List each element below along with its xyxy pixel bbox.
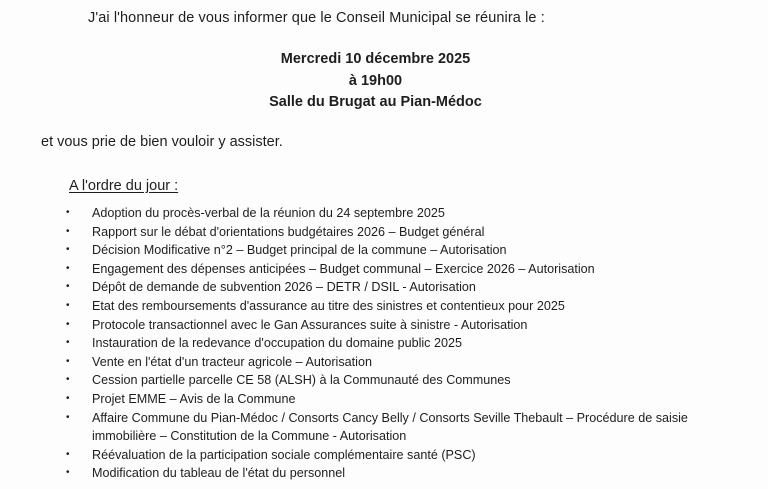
meeting-time: à 19h00 bbox=[348, 72, 403, 89]
agenda-item: • Projet EMME – Avis de la Commune bbox=[0, 390, 768, 409]
agenda-item: • Décision Modificative n°2 – Budget principal de la commune – Autorisation bbox=[0, 241, 768, 260]
agenda-item: • Vente en l'état d'un tracteur agricole – Autorisation bbox=[0, 353, 768, 372]
agenda-item: • Rapport sur le débat d'orientations budgétaires 2026 – Budget général bbox=[0, 223, 768, 242]
bullet-icon: • bbox=[66, 244, 70, 256]
closing-paragraph: et vous prie de bien vouloir y assister. bbox=[41, 134, 283, 150]
agenda-heading: A l'ordre du jour : bbox=[69, 178, 179, 194]
bullet-icon: • bbox=[66, 225, 70, 237]
bullet-icon: • bbox=[66, 448, 70, 460]
bullet-icon: • bbox=[66, 392, 70, 404]
agenda-item: • Adoption du procès-verbal de la réunion du 24 septembre 2025 bbox=[0, 204, 768, 223]
bullet-icon: • bbox=[66, 355, 70, 367]
meeting-date: Mercredi 10 décembre 2025 bbox=[280, 51, 471, 67]
agenda-item: • Etat des remboursements d'assurance au titre des sinistres et contentieux pour 2025 bbox=[0, 297, 768, 316]
agenda-item: • Engagement des dépenses anticipées – Budget communal – Exercice 2026 – Autorisation bbox=[0, 260, 768, 279]
agenda-item: • Modification du tableau de l'état du personnel bbox=[0, 464, 768, 483]
bullet-icon: • bbox=[66, 337, 70, 349]
agenda-item: • Dépôt de demande de subvention 2026 – DETR / DSIL - Autorisation bbox=[0, 278, 768, 297]
bullet-icon: • bbox=[66, 374, 70, 386]
agenda-item: • Cession partielle parcelle CE 58 (ALSH) à la Communauté des Communes bbox=[0, 371, 768, 390]
intro-paragraph: J'ai l'honneur de vous informer que le Conseil Municipal se réunira le : bbox=[88, 10, 545, 26]
meeting-place: Salle du Brugat au Pian-Médoc bbox=[269, 94, 482, 110]
bullet-icon: • bbox=[66, 467, 70, 479]
agenda-item: • Réévaluation de la participation sociale complémentaire santé (PSC) bbox=[0, 446, 768, 465]
bullet-icon: • bbox=[66, 262, 70, 274]
bullet-icon: • bbox=[66, 207, 70, 218]
agenda-list bbox=[0, 204, 768, 483]
meeting-details bbox=[0, 49, 751, 114]
bullet-icon: • bbox=[66, 318, 70, 330]
bullet-icon: • bbox=[66, 299, 70, 311]
agenda-item: • Instauration de la redevance d'occupation du domaine public 2025 bbox=[0, 334, 768, 353]
bullet-icon: • bbox=[66, 411, 70, 423]
agenda-item: • Affaire Commune du Pian-Médoc / Consorts Cancy Belly / Consorts Seville Thebault – Procédure de saisie immobilière – Constitution de la Commune - Autorisation bbox=[66, 410, 688, 444]
bullet-icon: • bbox=[66, 281, 70, 293]
agenda-item: • Protocole transactionnel avec le Gan Assurances suite à sinistre - Autorisation bbox=[0, 316, 768, 335]
